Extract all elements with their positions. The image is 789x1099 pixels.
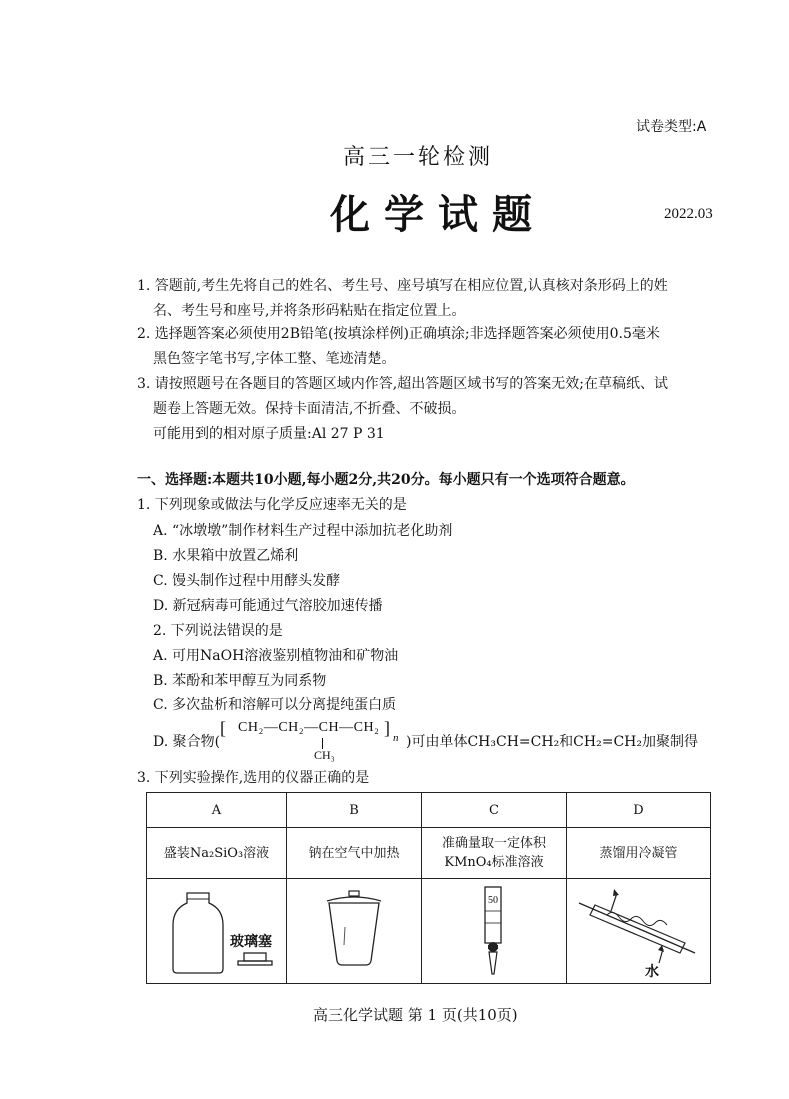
apparatus-table — [146, 792, 711, 984]
instruction-1-line1: 1. 答题前,考生先将自己的姓名、考生号、座号填写在相应位置,认真核对条形码上的姓 — [137, 278, 668, 294]
crucible-icon — [287, 879, 421, 979]
polymer-chain: CH₂—CH₂—CH—CH₂ — [238, 720, 380, 735]
polymer-bracket-right: ] — [384, 718, 390, 738]
instruction-2-line2: 黑色签字笔书写,字体工整、笔迹清楚。 — [153, 351, 396, 367]
burette-scale-label: 50 — [488, 895, 498, 906]
q1-option-c: C. 馒头制作过程中用酵头发酵 — [153, 573, 341, 589]
q1-option-a: A. “冰墩墩”制作材料生产过程中添加抗老化助剂 — [153, 523, 453, 539]
apparatus-b — [287, 879, 422, 984]
header-b: B — [287, 793, 422, 828]
stopper-label: 玻璃塞 — [230, 934, 272, 950]
atomic-mass-note: 可能用到的相对原子质量:Al 27 P 31 — [153, 426, 385, 442]
op-c-line2: KMnO₄标准溶液 — [444, 855, 544, 870]
instruction-3-line2: 题卷上答题无效。保持卡面清洁,不折叠、不破损。 — [153, 401, 466, 417]
polymer-bracket-left: [ — [220, 718, 226, 738]
q1-stem: 1. 下列现象或做法与化学反应速率无关的是 — [137, 497, 407, 513]
q2-option-b: B. 苯酚和苯甲醇互为同系物 — [153, 673, 327, 689]
apparatus-a — [147, 879, 287, 984]
table-row — [147, 793, 711, 828]
polymer-formula — [220, 718, 404, 764]
paper-type: 试卷类型:A — [636, 119, 707, 135]
polymer-subscript-n: n — [393, 732, 399, 744]
water-label: 水 — [645, 964, 659, 980]
header-a: A — [147, 793, 287, 828]
op-c — [422, 828, 567, 879]
instruction-3-line1: 3. 请按照题号在各题目的答题区域内作答,超出答题区域书写的答案无效;在草稿纸、试 — [137, 376, 668, 392]
apparatus-d — [567, 879, 711, 984]
q1-option-d: D. 新冠病毒可能通过气溶胶加速传播 — [153, 598, 383, 614]
condenser-icon — [567, 881, 710, 981]
q2-option-d-prefix: D. 聚合物( — [153, 734, 221, 750]
q2-stem: 2. 下列说法错误的是 — [153, 623, 283, 639]
exam-date: 2022.03 — [664, 206, 713, 222]
op-b: 钠在空气中加热 — [287, 828, 422, 879]
page-footer: 高三化学试题 第 1 页(共10页) — [313, 1006, 518, 1024]
q2-option-a: A. 可用NaOH溶液鉴别植物油和矿物油 — [153, 648, 399, 664]
header-c: C — [422, 793, 567, 828]
q3-stem: 3. 下列实验操作,选用的仪器正确的是 — [137, 770, 370, 786]
exam-subtitle: 高三一轮检测 — [343, 145, 494, 170]
table-row — [147, 828, 711, 879]
op-a: 盛装Na₂SiO₃溶液 — [147, 828, 287, 879]
apparatus-c — [422, 879, 567, 984]
instruction-2-line1: 2. 选择题答案必须使用2B铅笔(按填涂样例)正确填涂;非选择题答案必须使用0.5毫米 — [137, 326, 660, 342]
table-row — [147, 879, 711, 984]
op-d: 蒸馏用冷凝管 — [567, 828, 711, 879]
page-title: 化学试题 — [330, 191, 546, 238]
q1-option-b: B. 水果箱中放置乙烯利 — [153, 548, 299, 564]
q2-option-d-suffix: )可由单体CH₃CH=CH₂和CH₂=CH₂加聚制得 — [406, 734, 698, 750]
polymer-branch: CH₃ — [314, 748, 335, 762]
section-heading: 一、选择题:本题共10小题,每小题2分,共20分。每小题只有一个选项符合题意。 — [137, 472, 635, 488]
op-c-line1: 准确量取一定体积 — [441, 836, 546, 851]
instruction-1-line2: 名、考生号和座号,并将条形码粘贴在指定位置上。 — [153, 303, 466, 319]
header-d: D — [567, 793, 711, 828]
q2-option-c: C. 多次盐析和溶解可以分离提纯蛋白质 — [153, 697, 397, 713]
